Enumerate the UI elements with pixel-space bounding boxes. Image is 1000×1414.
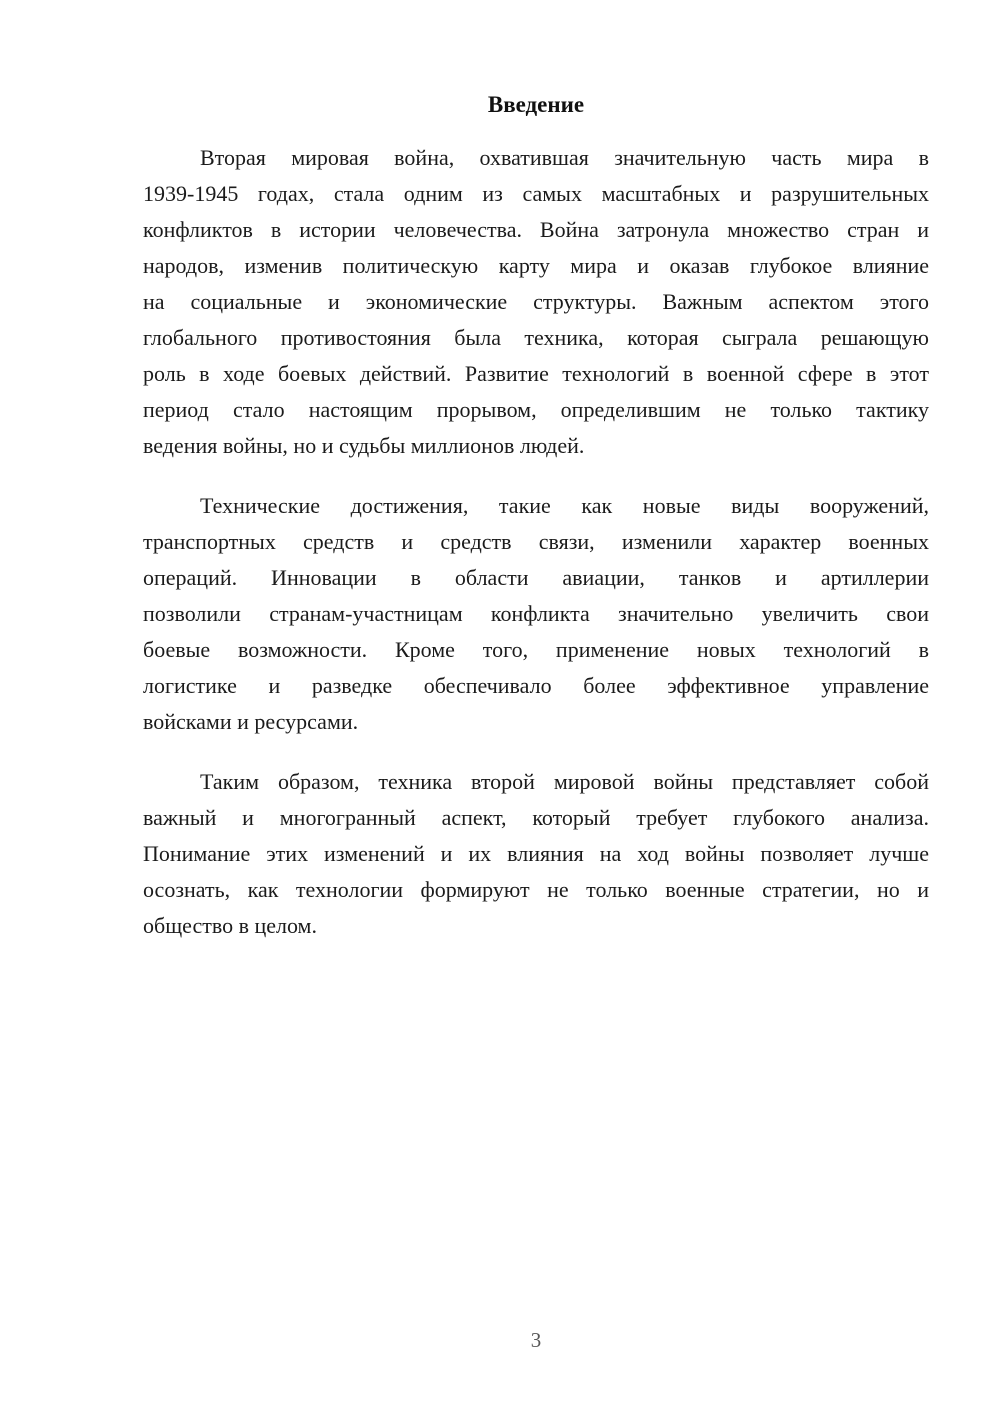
- text-line: логистике и разведке обеспечивало более эффективное управление: [143, 673, 929, 698]
- text-line: операций. Инновации в области авиации, танков и артиллерии: [143, 565, 929, 590]
- text-line: конфликтов в истории человечества. Война затронула множество стран и: [143, 217, 929, 242]
- text-line: боевые возможности. Кроме того, применение новых технологий в: [143, 637, 929, 662]
- text-line: Понимание этих изменений и их влияния на ход войны позволяет лучше: [143, 841, 929, 866]
- text-line: роль в ходе боевых действий. Развитие технологий в военной сфере в этот: [143, 361, 929, 386]
- document-content: [143, 88, 929, 944]
- page-title: Введение: [487, 92, 585, 117]
- paragraph: [143, 764, 929, 944]
- text-line: Технические достижения, такие как новые виды вооружений,: [200, 493, 929, 518]
- paragraph: [143, 488, 929, 740]
- text-line: войсками и ресурсами.: [143, 709, 359, 734]
- text-line: Вторая мировая война, охватившая значительную часть мира в: [200, 145, 929, 170]
- text-line: транспортных средств и средств связи, изменили характер военных: [143, 529, 929, 554]
- text-line: период стало настоящим прорывом, определившим не только тактику: [143, 397, 929, 422]
- text-line: ведения войны, но и судьбы миллионов людей.: [143, 433, 585, 458]
- text-line: общество в целом.: [143, 913, 317, 938]
- document-body: [143, 140, 929, 944]
- text-line: 1939-1945 годах, стала одним из самых масштабных и разрушительных: [143, 181, 929, 206]
- text-line: позволили странам-участницам конфликта значительно увеличить свои: [143, 601, 929, 626]
- text-line: на социальные и экономические структуры. Важным аспектом этого: [143, 289, 929, 314]
- page-number: 3: [530, 1328, 542, 1352]
- paragraph: [143, 140, 929, 464]
- text-line: народов, изменив политическую карту мира и оказав глубокое влияние: [143, 253, 929, 278]
- text-line: глобального противостояния была техника, которая сыграла решающую: [143, 325, 929, 350]
- text-line: важный и многогранный аспект, который требует глубокого анализа.: [143, 805, 929, 830]
- text-line: Таким образом, техника второй мировой войны представляет собой: [200, 769, 929, 794]
- text-line: осознать, как технологии формируют не только военные стратегии, но и: [143, 877, 929, 902]
